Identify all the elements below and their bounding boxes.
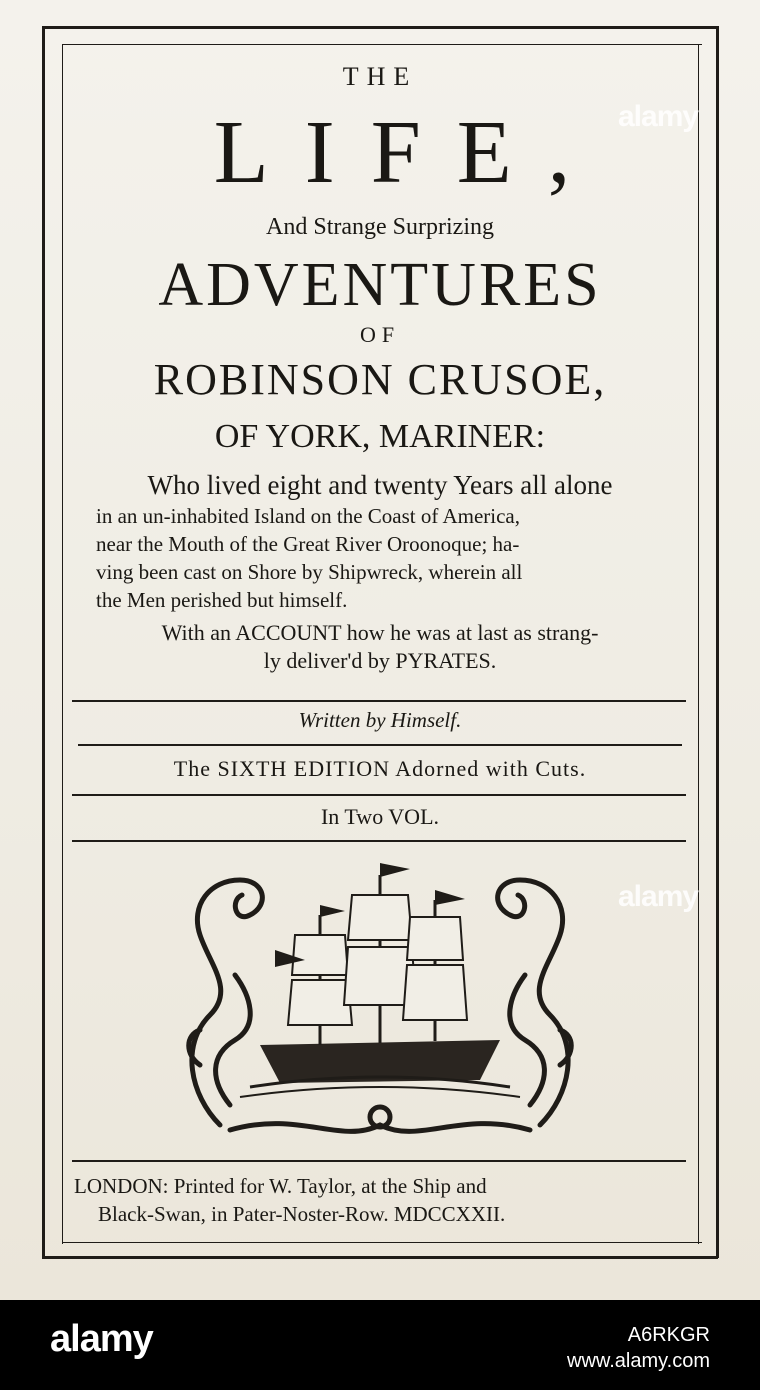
description-line-5: the Men perished but himself. — [96, 588, 348, 612]
footer-meta — [567, 1322, 710, 1374]
rule-4 — [72, 840, 686, 842]
title-life: LIFE, — [213, 103, 607, 202]
imprint-line-1: LONDON: Printed for W. Taylor, at the Ship and — [74, 1174, 487, 1198]
rule-5 — [72, 1160, 686, 1162]
volumes: In Two VOL. — [320, 804, 440, 829]
account-line-1: With an ACCOUNT how he was at last as strang- — [161, 620, 599, 645]
border-bottom-inner — [62, 1242, 702, 1243]
rule-2 — [78, 744, 682, 746]
watermark-middle: alamy — [618, 880, 699, 913]
description-line-4: ving been cast on Shore by Shipwreck, wherein all — [96, 560, 523, 584]
border-top-inner — [62, 44, 702, 45]
footer-url: www.alamy.com — [567, 1350, 710, 1372]
description-line-3: near the Mouth of the Great River Oroonoque; ha- — [96, 532, 520, 556]
imprint-line-2: Black-Swan, in Pater-Noster-Row. MDCCXXII. — [98, 1202, 506, 1226]
border-top — [42, 26, 718, 29]
rule-3 — [72, 794, 686, 796]
account-line-2: ly deliver'd by PYRATES. — [263, 648, 497, 673]
description-line-1: Who lived eight and twenty Years all alone — [147, 470, 613, 500]
title-of: OF — [359, 322, 401, 347]
rule-1 — [72, 700, 686, 702]
edition: The SIXTH EDITION Adorned with Cuts. — [173, 756, 587, 781]
subtitle: And Strange Surprizing — [266, 214, 494, 240]
ship-woodcut-illustration — [180, 855, 580, 1145]
alamy-logo: alamy — [50, 1318, 153, 1360]
description-line-2: in an un-inhabited Island on the Coast of America, — [96, 504, 520, 528]
written-by: Written by Himself. — [298, 708, 462, 732]
title-of-york: OF YORK, MARINER: — [214, 418, 546, 455]
border-bottom — [42, 1256, 718, 1259]
watermark-top: alamy — [618, 100, 699, 133]
title-adventures: ADVENTURES — [158, 251, 602, 319]
image-id: A6RKGR — [627, 1324, 710, 1346]
title-the: THE — [342, 62, 418, 91]
title-name: ROBINSON CRUSOE, — [153, 355, 607, 404]
